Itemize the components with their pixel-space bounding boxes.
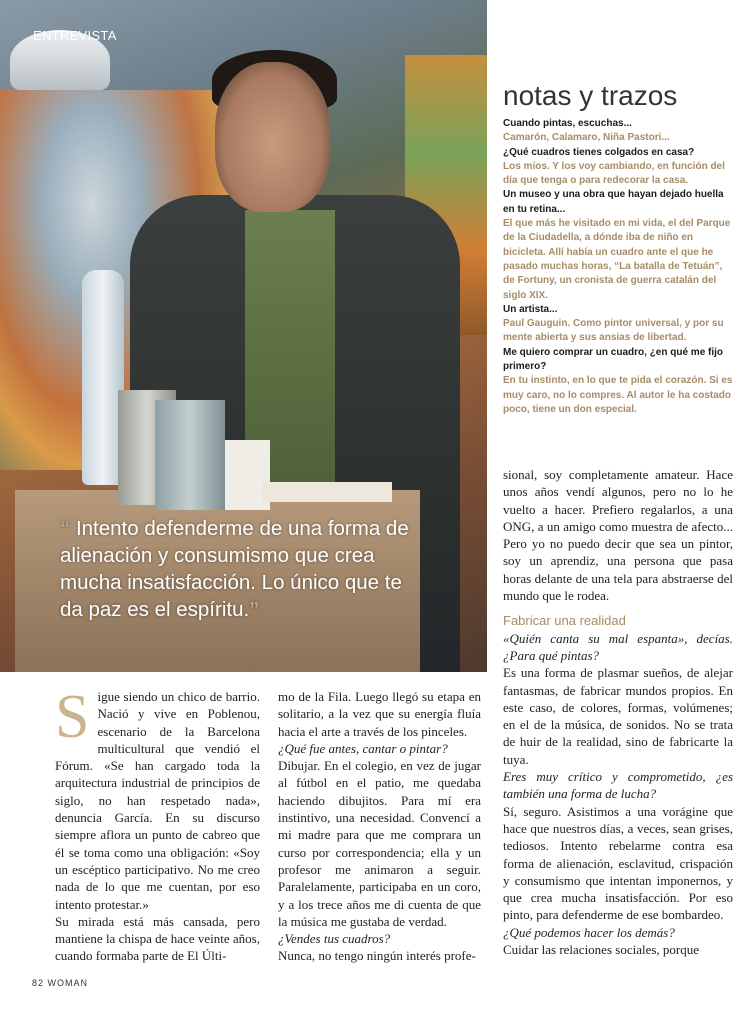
interview-question: ¿Vendes tus cuadros? <box>278 931 391 947</box>
pull-quote-text: Intento defenderme de una forma de alienación y consumismo que crea mucha insatisfacción. Lo único que te da paz es el espíritu. <box>60 517 409 621</box>
sidebar-answer: Camarón, Calamaro, Niña Pastori... <box>503 132 670 144</box>
article-column-2 <box>278 688 481 965</box>
section-label: ENTREVISTA <box>33 28 117 43</box>
page-footer: 82 WOMAN <box>32 978 89 988</box>
paragraph: Nunca, no tengo ningún interés profe- <box>278 948 476 964</box>
interview-question: ¿Qué fue antes, cantar o pintar? <box>278 740 448 756</box>
sidebar-qa <box>503 117 735 417</box>
sidebar-title: notas y trazos <box>503 80 678 111</box>
article-column-3 <box>503 466 733 958</box>
paragraph: Es una forma de plasmar sueños, de alejar fantasmas, de fabricar mundos propios. En este caso, de colores, formas, volúmenes; en el de la música, de sonidos. No se trata de huir de la realidad, sino de fabricarte la tuya. <box>503 665 733 767</box>
paragraph: igue siendo un chico de barrio. Nació y vive en Poblenou, escenario de la Barcelona multicultural que vendió el Fórum. «Se han cargado toda la arquitectura industrial de principios de siglo, no han respetado nada», denuncia García. En su discurso siempre aflora un punto de cabreo que él se toma como una obligación: «Soy un escéptico participativo. No me creo nada de lo que me cuentan, por eso intento protestar.» <box>55 689 260 912</box>
sidebar-question: Cuando pintas, escuchas... <box>503 118 632 129</box>
paragraph: Dibujar. En el colegio, en vez de jugar al fútbol en el patio, me quedaba haciendo dibujitos. Para mí era instintivo, una necesidad. Convencí a mi madre para que me comprara un curso por correspondencia; ella y un profesor me animaron a seguir. Paralelamente, participaba en un coro, y a los trece años me di cuenta de que la música me gustaba de verdad. <box>278 758 481 929</box>
close-quote-mark: ” <box>249 598 260 621</box>
interview-question: Eres muy crítico y comprometido, ¿es también una forma de lucha? <box>503 769 733 802</box>
interview-question: ¿Qué podemos hacer los demás? <box>503 924 675 940</box>
sidebar-question: Un artista... <box>503 303 558 315</box>
drop-cap: S <box>55 683 90 751</box>
paragraph: Cuidar las relaciones sociales, porque <box>503 942 700 958</box>
paint-jar <box>155 400 225 510</box>
sidebar-question: Me quiero comprar un cuadro, ¿en qué me fijo primero? <box>503 346 724 373</box>
sketchbook <box>262 482 392 502</box>
sidebar-answer: Los míos. Y los voy cambiando, en función del día que tenga o para redecorar la casa. <box>503 160 725 187</box>
pull-quote <box>60 515 425 623</box>
paragraph: mo de la Fila. Luego llegó su etapa en solitario, a la vez que su energía fluía hacia el arte a través de los pinceles. <box>278 689 481 739</box>
paragraph: Sí, seguro. Asistimos a una vorágine que hace que nuestros días, a veces, sean grises, tediosos. Intento rebelarme contra esa forma de alienación, esclavitud, crispación y consumismo que intentan imponernos, y que crea mucha insatisfacción. Por eso pinto, para defenderme de ese bombardeo. <box>503 803 733 923</box>
paragraph: sional, soy completamente amateur. Hace unos años vendí algunos, pero no lo he vuelto a hacer. Prefiero regalarlos, a una ONG, a un amigo como muestra de afecto... Pero yo no puedo decir que sea un pintor, soy un aprendiz, una persona que pasa horas delante de una tela para abstraerse del mundo que le rodea. <box>503 467 733 604</box>
open-quote-mark: “ <box>60 517 71 540</box>
face <box>215 62 330 212</box>
subheading: Fabricar una realidad <box>503 613 626 629</box>
article-column-1 <box>55 683 260 965</box>
interview-question: «Quién canta su mal espanta», decías. ¿Para qué pintas? <box>503 630 733 663</box>
sidebar-answer: Paul Gauguin. Como pintor universal, y por su mente abierta y sus ansias de libertad. <box>503 318 724 344</box>
sidebar-question: ¿Qué cuadros tienes colgados en casa? <box>503 146 695 158</box>
sidebar-question: Un museo y una obra que hayan dejado huella en tu retina... <box>503 189 724 215</box>
sidebar-answer: En tu instinto, en lo que te pida el corazón. Si es muy caro, no lo compres. Al autor le ha costado poco, tiene un don especial. <box>503 375 733 415</box>
paragraph: Su mirada está más cansada, pero mantiene la chispa de hace veinte años, cuando formaba parte de El Últi- <box>55 913 260 964</box>
sidebar-answer: El que más he visitado en mi vida, el del Parque de la Ciudadella, a dónde iba de niño en bicicleta. Allí había un cuadro ante el que he pasado muchas horas, “La batalla de Tetuán”, de Fortuny, un cronista de guerra catalán del siglo XIX. <box>503 218 731 301</box>
